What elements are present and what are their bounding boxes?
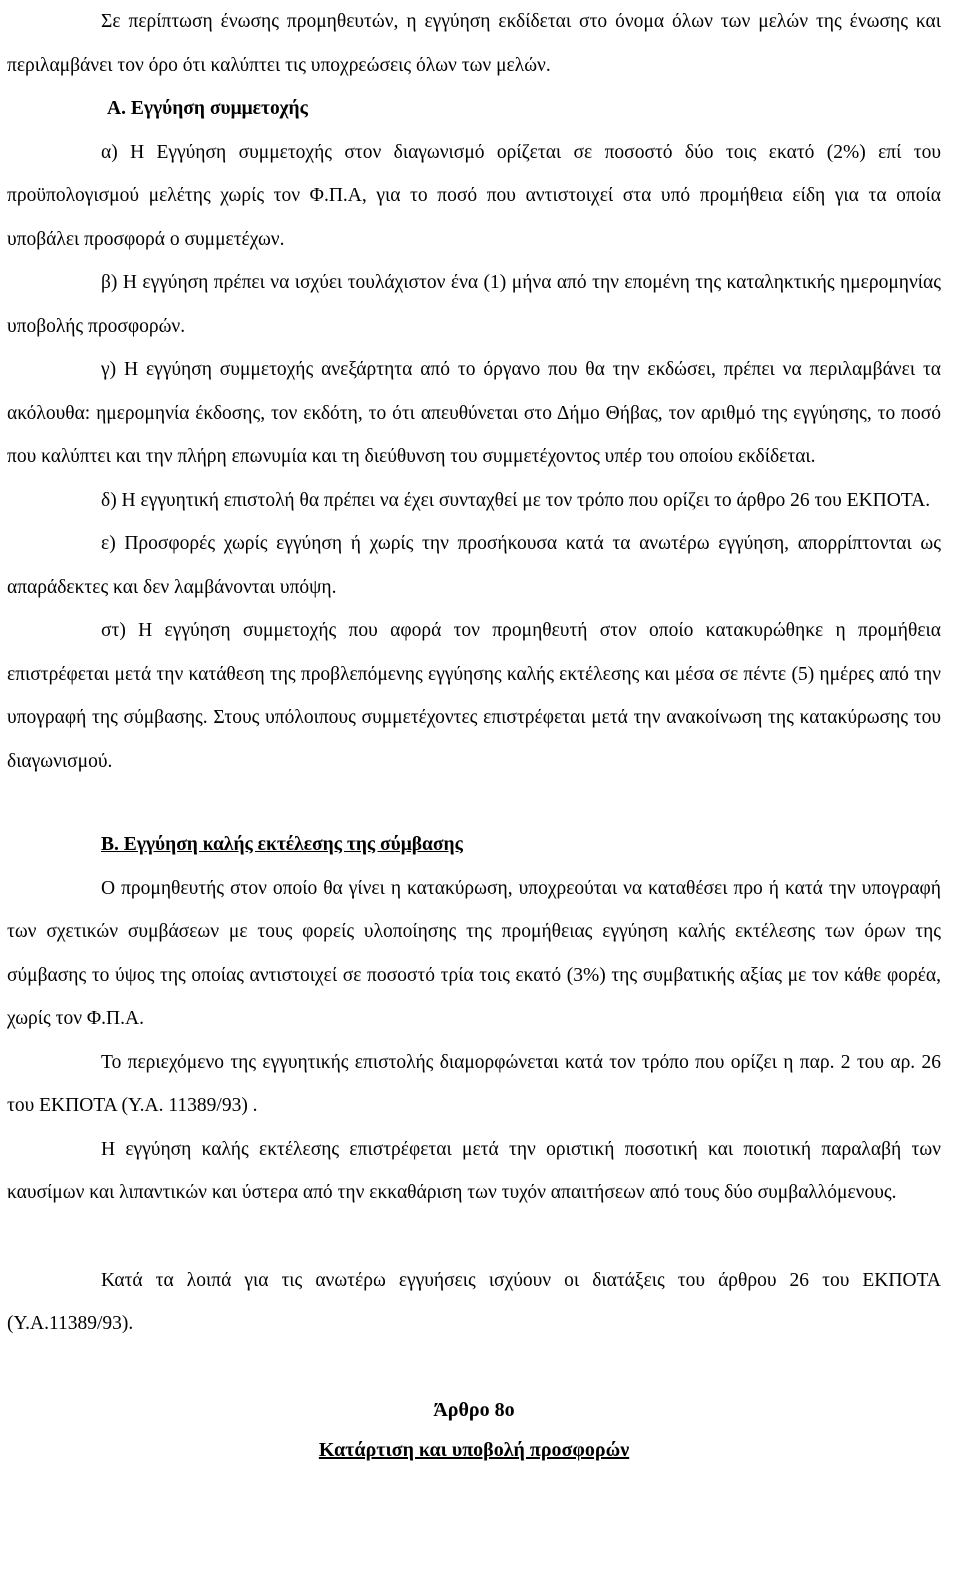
article-subtitle: Κατάρτιση και υποβολή προσφορών — [318, 1438, 630, 1461]
closing-paragraph: Κατά τα λοιπά για τις ανωτέρω εγγυήσεις ισχύουν οι διατάξεις του άρθρου 26 του ΕΚΠΟΤΑ (Υ.Α.11389/93). — [7, 1269, 941, 1334]
spacer — [7, 1346, 941, 1390]
document-page — [7, 0, 941, 1470]
section-b-paragraph-2: Το περιεχόμενο της εγγυητικής επιστολής διαμορφώνεται κατά τον τρόπο που ορίζει η παρ. 2 του αρ. 26 του ΕΚΠΟΤΑ (Υ.Α. 11389/93) . — [7, 1051, 941, 1116]
section-a-paragraph-epsilon: ε) Προσφορές χωρίς εγγύηση ή χωρίς την προσήκουσα κατά τα ανωτέρω εγγύηση, απορρίπτονται ως απαράδεκτες και δεν λαμβάνονται υπόψη. — [7, 533, 941, 598]
section-b-paragraph-1: Ο προμηθευτής στον οποίο θα γίνει η κατακύρωση, υποχρεούται να καταθέσει προ ή κατά την υπογραφή των σχετικών συμβάσεων με τους φορείς υλοποίησης της προμήθειας εγγύηση καλής εκτέλεσης των όρων της σύμβασης το ύψος της οποίας αντιστοιχεί σε ποσοστό τρία τοις εκατό (3%) της συμβατικής αξίας με τον κάθε φορέα, χωρίς τον Φ.Π.Α. — [7, 877, 941, 1029]
section-b-heading: Β. Εγγύηση καλής εκτέλεσης της σύμβασης — [101, 834, 463, 855]
spacer — [7, 783, 941, 823]
section-a-prefix: Α. — [107, 98, 126, 119]
section-a-paragraph-delta: δ) Η εγγυητική επιστολή θα πρέπει να έχει συνταχθεί με τον τρόπο που ορίζει το άρθρο 26 του ΕΚΠΟΤΑ. — [101, 489, 931, 511]
section-a-heading — [7, 87, 941, 131]
section-a-paragraph-alpha: α) Η Εγγύηση συμμετοχής στον διαγωνισμό ορίζεται σε ποσοστό δύο τοις εκατό (2%) επί του προϋπολογισμού μελέτης χωρίς τον Φ.Π.Α, για το ποσό που αντιστοιχεί στα υπό προμήθεια είδη για τα οποία υποβάλει προσφορά ο συμμετέχων. — [7, 141, 941, 250]
section-a-paragraph-gamma: γ) Η εγγύηση συμμετοχής ανεξάρτητα από το όργανο που θα την εκδώσει, πρέπει να περιλαμβάνει τα ακόλουθα: ημερομηνία έκδοσης, τον εκδότη, το ότι απευθύνεται στο Δήμο Θήβας, τον αριθμό της εγγύησης, το ποσό που καλύπτει και την πλήρη επωνυμία και τη διεύθυνση του συμμετέχοντος υπέρ του οποίου εκδίδεται. — [7, 359, 941, 467]
intro-paragraph: Σε περίπτωση ένωσης προμηθευτών, η εγγύηση εκδίδεται στο όνομα όλων των μελών της ένωσης και περιλαμβάνει τον όρο ότι καλύπτει τις υποχρεώσεις όλων των μελών. — [7, 11, 941, 76]
section-a-title: Εγγύηση συμμετοχής — [130, 98, 308, 119]
section-a-paragraph-beta: β) Η εγγύηση πρέπει να ισχύει τουλάχιστον ένα (1) μήνα από την επομένη της καταληκτικής ημερομηνίας υποβολής προσφορών. — [7, 272, 941, 337]
section-b-paragraph-3: Η εγγύηση καλής εκτέλεσης επιστρέφεται μετά την οριστική ποσοτική και ποιοτική παραλαβή των καυσίμων και λιπαντικών και ύστερα από την εκκαθάριση των τυχόν απαιτήσεων από τους δύο συμβαλλόμενους. — [7, 1138, 941, 1203]
article-title: Άρθρο 8ο — [433, 1398, 515, 1421]
spacer — [7, 1215, 941, 1259]
section-a-paragraph-stigma: στ) Η εγγύηση συμμετοχής που αφορά τον προμηθευτή στον οποίο κατακυρώθηκε η προμήθεια επιστρέφεται μετά την κατάθεση της προβλεπόμενης εγγύησης καλής εκτέλεσης και μέσα σε πέντε (5) ημέρες από την υπογραφή της σύμβασης. Στους υπόλοιπους συμμετέχοντες επιστρέφεται μετά την ανακοίνωση της κατακύρωσης του διαγωνισμού. — [7, 620, 941, 772]
